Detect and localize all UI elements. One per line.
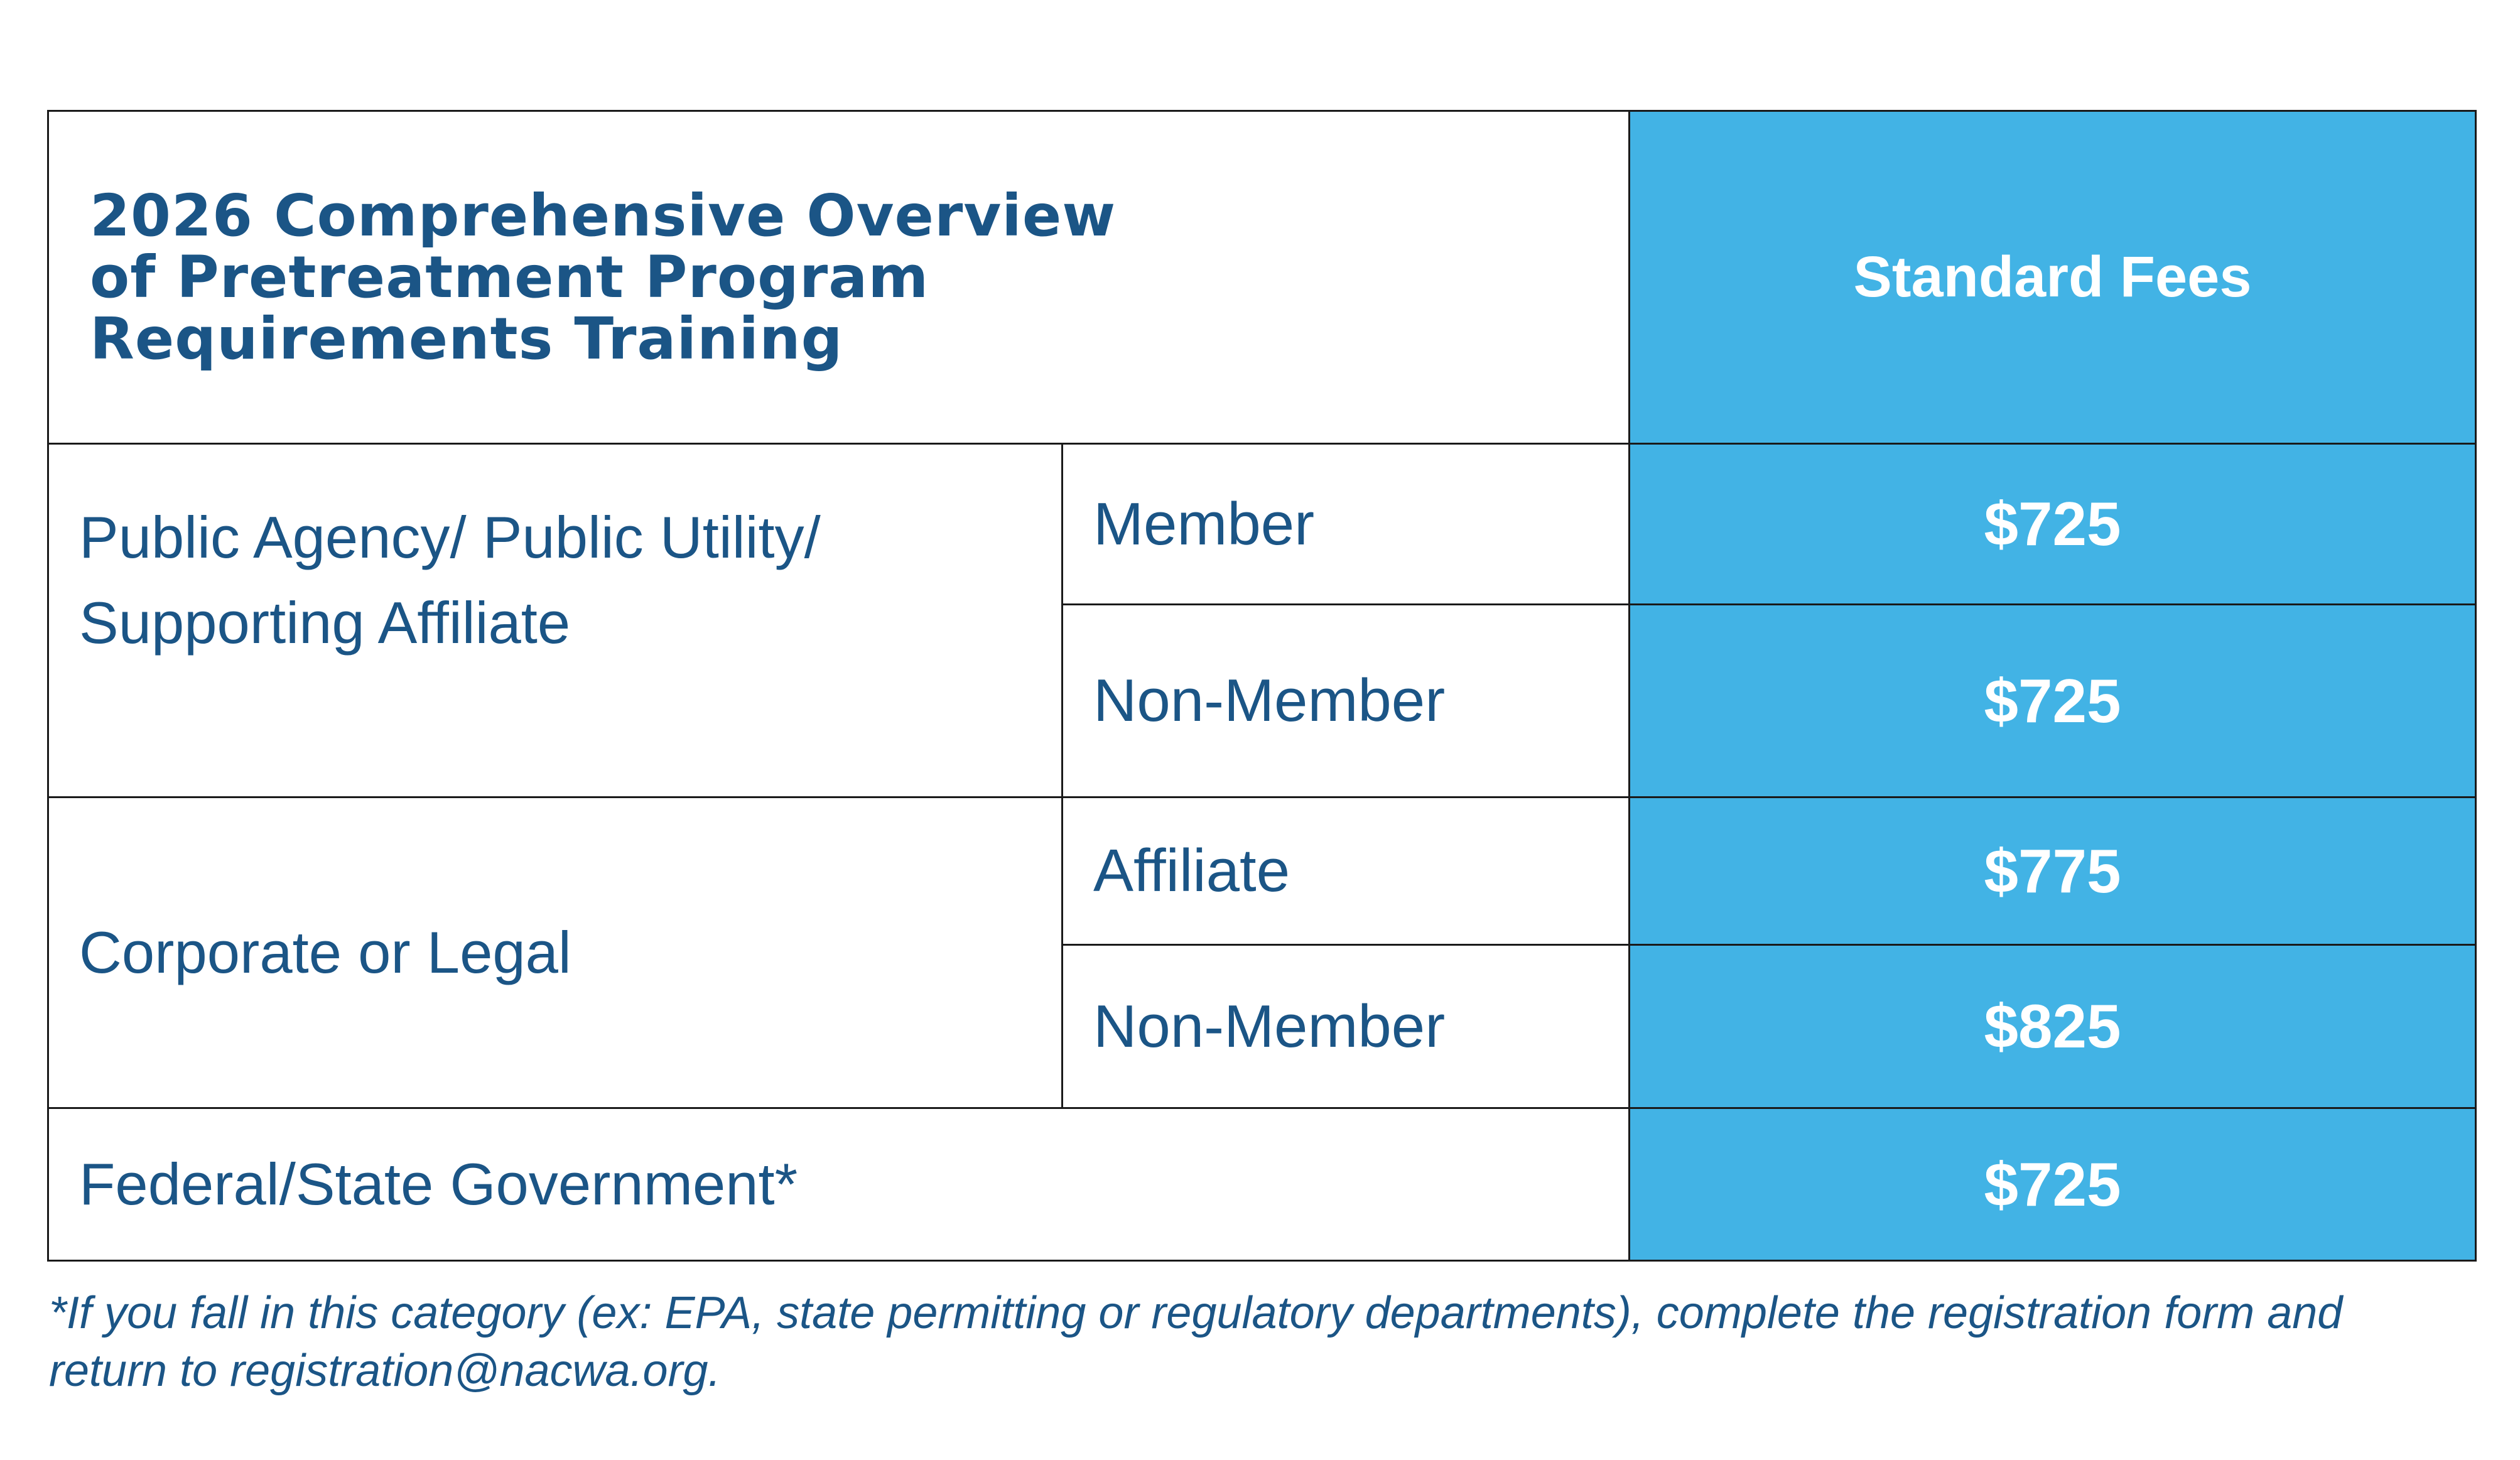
member-type-label: Member [1063,444,1630,605]
table-row [48,444,2476,605]
fee-value: $725 [1630,444,2476,605]
header-row [48,111,2476,444]
title-cell [48,111,1630,444]
member-type-label: Non-Member [1063,945,1630,1108]
footnote: *If you fall in this category (ex: EPA, state permitting or regulatory departments), complete the registration form and return to registration@nacwa.org. [49,1288,2343,1396]
category-federal-state: Federal/State Government* [48,1108,1630,1261]
table-row [48,1108,2476,1261]
title-line: Requirements Training [90,305,843,372]
table-title [90,181,1628,372]
table-row [48,798,2476,945]
title-line: 2026 Comprehensive Overview [90,181,1117,249]
standard-fees-header: Standard Fees [1630,111,2476,444]
category-public-agency: Public Agency/ Public Utility/ Supporting Affiliate [48,444,1063,798]
fee-table [47,110,2477,1262]
fee-value: $725 [1630,605,2476,798]
category-corporate-legal: Corporate or Legal [48,798,1063,1108]
member-type-label: Affiliate [1063,798,1630,945]
fee-value: $775 [1630,798,2476,945]
fee-value: $825 [1630,945,2476,1108]
title-line: of Pretreatment Program [90,243,929,311]
fee-value: $725 [1630,1108,2476,1261]
member-type-label: Non-Member [1063,605,1630,798]
